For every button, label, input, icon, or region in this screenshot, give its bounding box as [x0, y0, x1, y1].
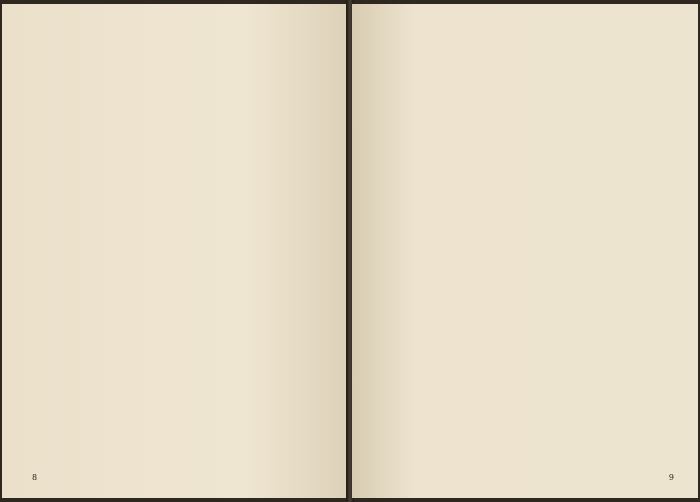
- right-page: [352, 4, 698, 498]
- left-page-column-2: [185, 30, 326, 470]
- left-page-column-1: [32, 30, 173, 470]
- left-page: [2, 4, 348, 498]
- left-page-number: 8: [32, 473, 38, 482]
- right-page-columns: [374, 30, 674, 470]
- right-page-number: 9: [668, 473, 674, 482]
- right-page-column-1: [374, 30, 518, 470]
- left-page-columns: [32, 30, 326, 470]
- right-page-column-2: [530, 30, 674, 470]
